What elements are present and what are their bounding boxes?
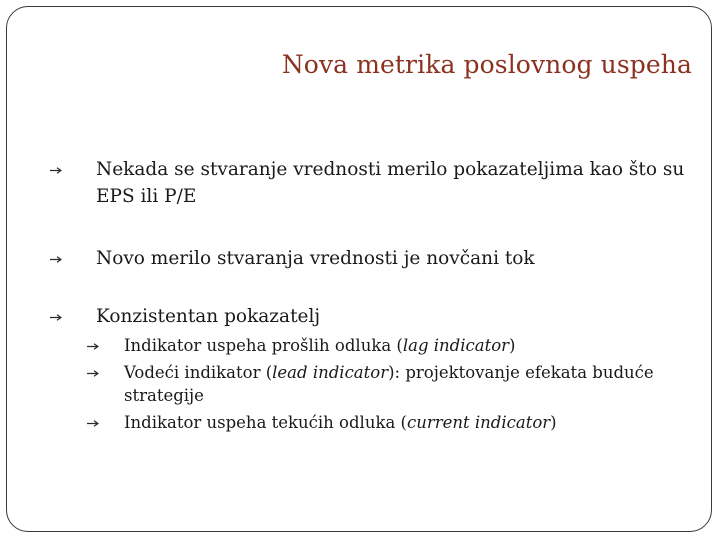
sub-bullet-icon — [86, 343, 99, 350]
sub-bullet-2-line-2: strategije — [124, 386, 204, 405]
sub-bullet-3: Indikator uspeha tekućih odluka (current indicator) — [124, 413, 557, 432]
slide-title: Nova metrika poslovnog uspeha — [281, 50, 692, 79]
bullet-icon — [49, 256, 62, 263]
bullet-3: Konzistentan pokazatelj — [96, 306, 321, 327]
sub-bullet-2: Vodeći indikator (lead indicator): projektovanje efekata buduće — [124, 363, 654, 382]
sub-bullet-icon — [86, 370, 99, 377]
bullet-icon — [49, 167, 62, 174]
sub-bullet-1-emphasis: lag indicator — [402, 336, 510, 355]
sub-bullet-2-emphasis: lead indicator — [272, 363, 389, 382]
bullet-1-line-1: Nekada se stvaranje vrednosti merilo pokazateljima kao što su — [96, 159, 685, 180]
bullet-1-line-2: EPS ili P/E — [96, 186, 197, 207]
sub-bullet-icon — [86, 420, 99, 427]
bullet-icon — [49, 314, 62, 321]
sub-bullet-1: Indikator uspeha prošlih odluka (lag indicator) — [124, 336, 516, 355]
sub-bullet-3-emphasis: current indicator — [406, 413, 551, 432]
bullet-2: Novo merilo stvaranja vrednosti je novčani tok — [96, 248, 535, 269]
